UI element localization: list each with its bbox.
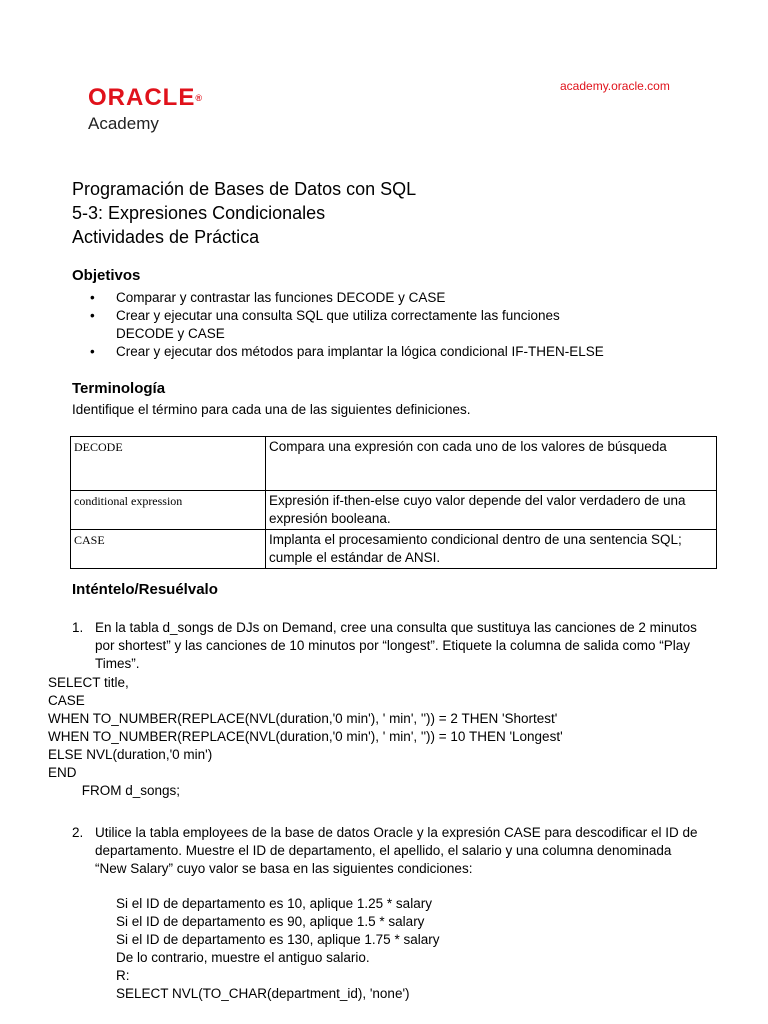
terminology-intro: Identifique el término para cada una de las siguientes definiciones. (72, 402, 471, 417)
objective-item: • Crear y ejecutar dos métodos para implantar la lógica condicional IF-THEN-ELSE (90, 343, 710, 361)
title-line-2: 5-3: Expresiones Condicionales (72, 203, 326, 223)
oracle-brand: ORACLE® (88, 84, 203, 111)
objective-item: • Comparar y contrastar las funciones DECODE y CASE (90, 289, 710, 307)
question-number: 2. (72, 825, 84, 840)
term-cell: CASE (71, 530, 266, 569)
objectives-list (90, 289, 710, 361)
objective-item: • Crear y ejecutar una consulta SQL que utiliza correctamente las funciones DECODE y CASE (90, 307, 616, 343)
definition-cell: Implanta el procesamiento condicional dentro de una sentencia SQL; cumple el estándar de ANSI. (266, 530, 717, 569)
document-title (72, 177, 416, 249)
terminology-table (70, 436, 717, 569)
academy-url: academy.oracle.com (560, 79, 670, 93)
table-row (71, 437, 717, 491)
definition-cell: Expresión if-then-else cuyo valor depende del valor verdadero de una expresión booleana. (266, 491, 717, 530)
question-1-answer-code: SELECT title, CASE WHEN TO_NUMBER(REPLACE(NVL(duration,'0 min'), ' min', '')) = 2 THEN 'Shortest' WHEN TO_NUMBER(REPLACE(NVL(duration,'0 min'), ' min', '')) = 10 THEN 'Longest' ELSE NVL(duration,'0 min') END FROM d_songs; (48, 675, 563, 798)
question-1-text: En la tabla d_songs de DJs on Demand, cree una consulta que sustituya las canciones de 2 minutos por shortest” y las canciones de 10 minutos por “longest”. Etiquete la columna de salida como “Play Times”. (95, 620, 697, 671)
oracle-academy-logo (88, 86, 203, 134)
term-cell: conditional expression (71, 491, 266, 530)
question-2-conditions: Si el ID de departamento es 10, aplique 1.25 * salary Si el ID de departamento es 90, aplique 1.5 * salary Si el ID de departamento es 130, aplique 1.75 * salary De lo contrario, muestre el antiguo salario. R: SELECT NVL(TO_CHAR(department_id), 'none') (116, 896, 440, 1001)
term-cell: DECODE (71, 437, 266, 491)
terminology-heading: Terminología (72, 380, 166, 397)
practice-heading: Inténtelo/Resuélvalo (72, 581, 218, 598)
question-number: 1. (72, 620, 84, 635)
title-line-1: Programación de Bases de Datos con SQL (72, 179, 417, 199)
table-row (71, 530, 717, 569)
question-2-text: Utilice la tabla employees de la base de datos Oracle y la expresión CASE para descodificar el ID de departamento. Muestre el ID de departamento, el apellido, el salario y una columna denominada “New Salary” cuyo valor se basa en las siguientes condiciones: (95, 825, 698, 876)
title-line-3: Actividades de Práctica (72, 227, 260, 247)
objectives-heading: Objetivos (72, 267, 141, 284)
definition-cell: Compara una expresión con cada uno de los valores de búsqueda (266, 437, 717, 491)
table-row (71, 491, 717, 530)
academy-label: Academy (88, 114, 159, 133)
